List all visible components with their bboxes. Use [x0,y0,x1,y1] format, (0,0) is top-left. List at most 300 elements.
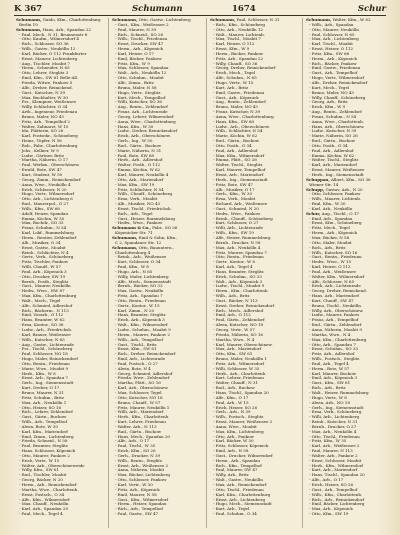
directory-entry: - Reinh., Schlächter, N 4 [19,250,69,255]
directory-entry: - Rich., Bäckerm., N 113 [19,308,69,313]
directory-entry: - Georg, Dreher, Reinickend. [309,289,367,294]
directory-entry: - Alwin, Arb., NO 18 [309,400,350,405]
directory-entry: - Walter, Arb., Oberschöneweide [19,463,85,468]
directory-entry: - Otto, Arb., Lichtenberg 6 [19,197,73,202]
directory-entry: - Emma, Köchin, W 35 [19,216,65,221]
directory-entry: - Emil, Arb., O 112 [213,313,251,318]
directory-entry: - Erna, Verk., Moabit [213,197,256,202]
directory-entry: - Frz., Tischl., Schöneberg [19,347,73,352]
directory-entry: - Wilh., Arb., Britz [213,294,250,299]
directory-entry: - Alb., Musiker, O 34 [19,240,61,245]
directory-entry: - Frieda, Näherin, SO 16 [213,332,263,337]
directory-entry: Charlottenburg 4 [115,250,151,255]
directory-entry: Schumann, Walter, Kfm., W 62 [306,18,371,22]
directory-entry: - Kurt, Mech., Tempelhof [115,95,166,100]
directory-entry: - Fritz, Mech., Tegel [309,226,350,231]
directory-entry: - Georg, Lehrer, Wilmersdorf [115,114,174,119]
directory-entry: - Rud., Arb., Buckow [213,386,255,391]
directory-entry: - Gertr., Verk., Schöneberg [19,255,74,260]
directory-entry: - Arth., Ingenieur, Friedenau [19,110,78,115]
directory-entry: - Hugo, Vertr., Steglitz [115,90,161,95]
directory-entry: - Ernst, Gastw., Moabit [19,245,66,250]
directory-entry: - Fritz, Arb., Wilmersdorf [213,361,265,366]
directory-entry: - Hans, Schlosser, Köpenick [19,449,76,454]
directory-entry: - Otto, Schlosser, Pankow [115,478,167,483]
directory-entry: - Anna, Wwe., Charlottenburg [213,114,274,119]
directory-entry: - Ernst, Arb., Weißensee 2 [115,463,169,468]
directory-entry: - Paul, Kfm., W 30 [309,202,346,207]
directory-entry: - Otto, Rentn., Friedenau [213,255,264,260]
directory-entry: - Erich, Mech., Tegel [213,71,256,76]
directory-entry: - Karl, Heizer, O 112 [309,265,351,270]
directory-entry: - Herb., Kfm., W 8 [19,371,56,376]
directory-entry: - Karl, Arb., Neukölln [309,206,353,211]
directory-entry: - Max, Arb., Neukölln 4 [309,429,357,434]
directory-entry: - Kurt, Lehrer, Friedenau [213,376,264,381]
directory-entry: - Kurt, Student, W 50 [19,173,63,177]
directory-entry: - Kurt, Arb., Britz [213,85,249,90]
directory-entry: - Rich., Arb., Reinickendorf [309,497,365,502]
directory-entry: - Alfr., Dreher, Reinickend. [19,85,73,90]
directory-entry: - Alfr., Arb., O 17 [309,478,344,483]
directory-entry: - Marie, Wwe., Moabit 9 [19,366,69,371]
directory-entry: Schumann, Emil & Sohn, Kfm., [112,235,178,240]
directory-entry: - Wilh., Kfm., SW 19 [213,231,254,236]
directory-entry: - Bruno, Tischl., Neukölln [309,303,361,308]
directory-entry: - Gust., Kutscher, N 39 [19,90,65,95]
directory-entry: - Paul, Arb., Weißensee [309,269,356,274]
directory-entry: - Emil, Gastw., Friedenau [213,90,265,95]
directory-entry: - Karl, Arb., Weißensee 2 [309,444,360,449]
directory-entry: - Anna, Wwe., Neukölln 4 [19,182,71,187]
directory-entry: - Gust., Tischl., Britz [115,342,157,347]
directory-entry: Schumann & Co., Fabr., SO 36 [112,226,178,231]
directory-entry: - Emma, Plätt., SO 26 [213,158,257,163]
directory-entry: - Rich., Kfm., Tempelhof [213,463,262,468]
directory-entry: - Bruno, Maler, NO 43 [19,114,64,119]
directory-entry: - Fritz, Bote, SW 47 [213,182,253,187]
directory-entry: - Ludw., Gärtner, Britz [19,153,64,158]
directory-entry: - Erich, Arb., Oberschönew. [115,134,171,139]
directory-entry: - Hugo, Maler, Reinickendorf [19,357,78,362]
directory-entry: - Frieda, Wwe., Zehlendorf [115,376,170,381]
directory-entry: Schumann, Guido, Kfm., Charlottenburg [16,18,101,22]
directory-entry: - Walter, Kfm., Wilmersdorf [309,274,365,279]
directory-entry: - Reinh., Arb., Weißensee [115,255,167,260]
directory-entry: - Max, Tischl., Moabit 7 [213,37,261,42]
directory-entry: - Ernst, Arb., Spandau 7 [19,376,68,381]
directory-entry: - Hans, Beamter, Steglitz [213,269,264,274]
directory-entry: - Herm., Bote, W 57 [309,366,350,371]
directory-entry: - Kurt, Arb., Tegel [213,507,250,512]
directory-entry: - Otto, Arb., Pankow [213,434,254,439]
directory-entry: - Paul, Bote, SW 68 [115,153,154,158]
directory-entry: - Rich., Arb., Tegel [115,211,153,216]
directory-entry: - Erich, Kfm., W 9 [309,105,346,110]
directory-entry: - Max, Arb., Neukölln 4 [213,245,261,250]
directory-entry: - Marie, Näherin, N 31 [115,148,162,153]
directory-entry: - Walter, Chauff., N 31 [213,381,259,386]
directory-entry: - Paul, Maurer, SW 47 [213,468,258,473]
directory-entry: Schupp, Gustav, Arb., N 20 [306,187,363,192]
directory-entry: - Max, Arb., Mariendorf [213,347,262,352]
directory-entry: - Ernst, Dreher, Reinickendorf [213,303,275,308]
directory-entry: - Fritz, Kfm., W 9 [115,61,150,66]
directory-entry: - Walter, Arb., N 113 [115,424,157,429]
directory-entry: - Otto, Rentn., Friedenau [19,361,70,366]
directory-entry: - Willi, Schlosser, W 35 [213,366,260,371]
directory-entry: - Fritz, Schlosser, Köpenick [213,444,269,449]
directory-entry: - Ernst, Postsch., O 34 [19,492,65,497]
directory-entry: - Max, Arb., Neukölln 1 [19,400,67,405]
directory-entry: - Erna, Verk., Moabit [115,197,158,202]
directory-entry: - Walt., Maurer, Lichtenb. [213,32,265,37]
directory-entry: - Emil, Arb., Spandau [309,216,353,221]
directory-entry: Schumann, Hans, Arb., Spandau 22 [16,27,91,32]
directory-entry: - Karl, Maurer, Oberschönew. [213,342,273,347]
directory-entry: - Willi, Arb., Mariendorf [115,410,164,415]
directory-entry: - Bruno, Maler, Neukölln 1 [213,357,267,362]
directory-entry: - Hedw., Wwe., Pankow [115,221,163,226]
directory-entry: - Fritz, Maurer, Spandau 7 [213,250,267,255]
directory-entry: - Hans, Mech., Spandau 20 [115,434,170,439]
directory-entry: - Paul, Kfm., W 8 [115,265,149,270]
directory-entry: - Georg, Arb., Britz [309,100,348,105]
directory-entry: - Wilh., Kfm., SW 68 [19,206,60,211]
directory-entry: - Franz, Schuhm., N 54 [19,226,67,231]
directory-entry: - Wilh., Rentn., Steglitz [115,458,162,463]
directory-entry: - Walter, Tischl., Steglitz [309,158,359,163]
column-4 [306,18,396,528]
directory-entry: - Rud., Maurerpol., O 27 [19,202,69,207]
directory-entry: - Hedw., Wwe., Pankow [213,211,261,216]
directory-entry: - Hugo, Vertr., W 8 [309,395,347,400]
directory-entry: - Martha, Wwe., Charlottenb. [19,487,79,492]
directory-entry: - Max, Kfm., Wilmersdorf [213,153,265,158]
directory-entry: - Otto, Lehrer, Steglitz 3 [19,71,69,76]
directory-entry: - Wilh., Kutscher, N 65 [19,337,65,342]
directory-entry: - Reinh., Chauff., Schöneberg [213,216,273,221]
directory-entry: - Willy, Arb., Britz [213,473,249,478]
directory-entry: - Ludw., Arb., Friedrichsh. [19,328,73,332]
directory-entry: - Paul, Schlosser, N 65 [309,32,355,37]
directory-entry: - Gust., Bäcker, N 113 [213,298,258,303]
directory-entry: - Karl, Zimm., N 20 [115,308,155,313]
directory-entry: - Rich., Kfm., Schöneberg [213,22,265,27]
directory-entry: - Wilh., Arb., Spandau [309,22,354,27]
directory-entry: - Johs., Kellner, W 9 [19,148,59,153]
directory-entry: - Otto, Maurer, Neukölln [309,27,359,32]
running-head-right: Schur [357,4,386,14]
directory-entry: - Otto, Arb., Mariendorf [115,177,164,182]
directory-entry: - Franz, Arb., Tempelhof [309,318,359,323]
section-marker: K 367 [14,4,43,14]
page-number: 1674 [232,4,256,14]
directory-entry: - Rich., Arb., Britz [309,386,346,391]
directory-entry: - Gust., Heizer, Rummelsburg [115,216,175,221]
directory-entry: - Ernst, Maurer, Weißensee [309,168,365,173]
directory-entry: - Willy, Arb., Oberschönew. [309,308,364,313]
directory-entry: - Ernst, Kfm., SW 61 [115,347,157,352]
directory-entry: - Rud., Gärtn., Zehlendorf [309,323,362,328]
directory-entry: - Wilh., Chauff., Schöneberg [115,192,173,197]
directory-entry: - Erich, Arb., Lichtenrade [309,284,361,289]
directory-entry: - Karl, Kfm., Mariendorf [19,429,68,434]
directory-entry: - Otto, Schlosser, Pankow [309,192,361,197]
directory-entry: - Wilh., Tischl., Friedenau [115,37,168,42]
directory-entry: - Herb., Arb., Charlottenb. [213,371,267,376]
directory-entry: - Hans, Arb., Oberschönew. [309,124,365,129]
directory-entry: - Emil, Maurer, N 58 [115,492,157,497]
directory-entry: - Hans, Kfm., W 30 [115,124,154,129]
directory-entry: Schumann, Otto, Gastw., Lichtenberg [112,18,191,22]
directory-entry: - Rich., Lehrer, Zehlendorf [19,410,73,415]
directory-entry: - Karl, Arb., Spandau 20 [19,507,69,512]
directory-entry: - Gust., Drucker, Wilmersdorf [213,453,273,458]
directory-entry: - Alwin, Bote, W 30 [19,424,58,429]
directory-entry: - Paul, Arb., Adlershof [309,148,354,153]
directory-entry: - Bernh., Drucker, O 27 [309,424,357,429]
directory-entry: - Max, Buchhalter, W 30 [19,95,68,100]
directory-entry: - Franz, Schuhm., N 54 [309,114,357,119]
directory-entry: - Ernst, Kfm., Schöneberg [309,221,362,226]
directory-entry: - Aug., Rentn., Zehlendorf [309,110,362,115]
directory-entry: - Hugo, Arb., N 65 [115,269,153,274]
directory-entry: - Ludw., Tischl., Moabit 9 [213,284,265,289]
directory-entry: - Herm., Arb., Köpenick [309,56,357,61]
directory-entry: - Hugo, Vertr., Wilmersdorf [309,76,364,81]
directory-entry: - Herm., Arb., Köpenick [309,231,357,236]
directory-entry: - Karl, Arb., Tegel 4 [213,265,253,270]
directory-entry: - Erich, Kfm., SO 26 [115,449,156,454]
directory-entry: - Georg, Schmied, Adlershof [115,371,173,376]
directory-entry: - Willy, Chauff., Schöneberg [309,95,366,100]
directory-entry: - Hans, Arb., Mariendorf [309,294,359,299]
directory-entry: - Wilh., Postsch., Steglitz [309,357,360,362]
directory-entry: - Alfr., Schuhm., N 65 [213,76,257,81]
directory-entry: - Willi, Arb., Lichtenberg [309,415,360,420]
directory-entry: - Karl, Arb., Oberschönew. [115,386,169,391]
directory-entry: - Hans, Tischl., Spandau 20 [309,473,365,478]
directory-entry: - Otto, Arb., Spandau 7 [309,342,356,347]
directory-entry: - Georg, Dreher, Reinickendorf [213,66,276,71]
directory-entry: - Wilh., Schlächter, N 54 [213,129,263,134]
directory-entry: - Herm., Arb., Köpenick [115,47,163,52]
directory-entry: - Walter, Arb., Pankow 2 [309,453,358,458]
directory-entry: - Herm., Arb., Spandau [213,458,260,463]
directory-entry: - Bernh., Bäcker, SO 33 [115,284,163,289]
directory-entry: - Rud., Gärtn., Buckow [115,143,162,148]
directory-entry: - Gust., Arb., Köpenick [213,95,259,100]
directory-entry: - Gerh., Kfm., W 30 [213,192,253,197]
directory-entry: - Herm., Heizer, Spandau [115,502,167,507]
directory-entry: - Gust., Kfm., SW 61 [309,381,351,386]
directory-entry: - Willi, Arb., Lichtenrade [213,226,263,231]
directory-entry: - Bruno, Maler, NO 43 [213,105,258,110]
directory-entry: - Paul, Maurer, N 113 [309,449,353,454]
directory-entry: - Fritz, Arb., Adlershof [309,352,355,357]
directory-entry: - Adolf, Heizer, Spandau [19,211,68,216]
directory-entry: - Erich, Schuhm., SO 33 [213,274,262,279]
directory-entry: - Herm., Rentier, Zehlendorf [19,235,77,240]
directory-entry: - Ernst, Tischl., Friedrichsh. [115,206,172,211]
directory-entry: - Herb., Arb., Adlershof [115,158,163,163]
directory-entry: - Ernst, Arb., Lichtenberg [213,497,266,502]
directory-entry: - Karl, Vertr., W 30 [115,483,153,487]
directory-entry: - Kurt, Lehrer, Friedenau [115,420,166,425]
directory-entry: - Martha, Plätt., SO 16 [115,381,161,386]
directory-entry: - Otto, Postb., O 34 [213,143,252,148]
directory-entry: - Bruno, Maler, NO 43 [309,90,354,95]
directory-entry: - Willy, Chauff., SO 36 [213,61,258,66]
directory-entry: - Kurt, Mech., Tegel [309,85,350,90]
directory-entry: - Herb., Ing., Siemensstadt [309,173,364,177]
directory-entry: - Otto, Kfm., SW 19 [309,512,349,517]
directory-entry: - Rud., Gärtn., Buckow [213,139,260,144]
directory-entry: - Herm., Arb., Reinickendorf [19,483,77,487]
directory-entry: - Georg, Zimm., Reinickendorf [19,177,81,182]
directory-entry: - Paul, Werkm., Oberschönew. [19,163,80,168]
directory-entry: - Paul, Mech., Tegel 4 [19,512,63,517]
directory-entry: - Willi, Chauff., W 57 [19,265,61,270]
directory-entry: - Erich, Arb., Köpenick 3 [115,318,165,323]
directory-entry: - Emil, Bäcker, Pankow [115,56,162,61]
directory-entry: - Ernst, Kfm., W 9 [213,47,250,52]
directory-entry: - Georg, Bäcker, N 20 [19,478,63,483]
directory-entry: - Kurt, Schlosser, O 34 [115,260,161,265]
directory-entry: - Ludw., Schuhm., Moabit 9 [115,328,171,332]
directory-entry: - Emil, Vorarb., O 112 [19,313,64,318]
directory-entry: - Rich., Bäcker, Pankow [309,61,357,66]
directory-entry: - Max, Kfm., Charlottenburg [309,337,367,342]
directory-entry: - Paul, Arb., Adlershof [213,148,258,153]
directory-entry: - Karl, Maurer, Neukölln 4 [115,173,169,177]
directory-entry: - Otto, Kaufm., Wilmersdorf 4 [19,37,79,42]
directory-entry: - Karl, Heizer, O 17 [115,51,154,56]
directory-entry: - Gerh., Ing., Siemensstadt [309,405,364,410]
directory-entry: - Georg, Vertr., W 57 [213,328,255,332]
directory-entry: - Ernst, Heizer, O 112 [309,47,353,52]
directory-entry: - Gust., Rentn., Friedenau [309,255,362,260]
directory-entry: - Emma, Köchin, W 62 [115,168,161,173]
column-3 [210,18,300,528]
column-divider [206,18,207,528]
directory-entry: - Hans, Beamter, Steglitz [115,313,166,318]
directory-entry: - Ida, Plätterin, SO 26 [19,129,64,134]
directory-entry: - Paul, Schuhm., O 34 [213,512,257,517]
directory-entry: - Paul, Mech., N 31, Brunnenstr 8 [19,32,88,37]
directory-entry: - Max, Kfm., Charlottenburg [19,294,77,299]
directory-entry: - Rud., Gärtn., Buckow [309,139,356,144]
directory-entry: - Paul, Postsch., O 27 [115,361,158,366]
directory-entry: - Walter, Zahnarzt, W 15 [19,124,69,129]
directory-entry: Schumann, Otto, Bauuntern., [112,245,175,250]
directory-entry: - Otto, Kutscher, NO 18 [115,395,163,400]
directory-entry: - Aug., Rentn., Zehlendorf [115,105,168,110]
directory-entry: - Paul, Maurer, N 39 [115,27,157,32]
directory-entry: - Otto, Tischl., Friedenau [213,487,264,492]
directory-entry: - Paul, Arb., Tegel 4 [309,361,349,366]
directory-entry: - Wilh., Postsch., Steglitz [213,415,264,420]
directory-entry: - Hedw., Wwe., W 15 [309,260,352,265]
directory-entry: - Herb., Ing., Siemensstadt [213,177,268,182]
directory-entry: - Kurt, Dreher, O 17 [19,386,60,391]
directory-entry: - Rud., Tischler, Moabit [19,473,67,478]
directory-entry: - Fritz, Arb., Köpenick [115,487,160,492]
directory-entry: - Erna, Verk., Schöneberg [309,410,362,415]
directory-entry: - Ernst, Drucker, SW 47 [115,42,164,47]
directory-entry: - Gertr., Kontor., W 8 [213,260,255,265]
directory-entry: - Ludw., Arb., Oberschönew. [213,124,270,129]
directory-entry: - Erich, Schlosser, N 20 [19,187,67,192]
directory-entry: - Anna, Näherin, Moabit [115,468,165,473]
directory-entry: - Otto, Postb., O 34 [309,143,348,148]
header-rule [14,15,386,16]
directory-entry: - Frz., Klempner, Weißensee [19,100,76,105]
directory-entry: - Paul, Beamter, Steglitz [19,444,68,449]
directory-entry: C 2, Spandauer Str. 12 [115,240,162,245]
directory-entry: - Emil, Zimm., Lichtenberg [19,434,74,439]
directory-entry: - Walter, Postb., O 112 [115,163,161,168]
running-head-left: Schumann [132,4,183,14]
directory-entry: - Alwin, Kutscher, NO 18 [213,323,264,328]
directory-entry: - Wilh., Arb., Tempelhof [115,337,163,342]
directory-entry: - Karl, Arb., Mariendorf [309,163,357,168]
directory-entry: - Paul, Schlosser, NO 18 [19,352,68,357]
directory-entry: - Anna, Wwe., Charlottenburg [115,119,176,124]
directory-entry: - Max, Bäcker, N 58 [309,235,350,240]
directory-entry: - Gust., Arb., Tempelhof [309,487,358,492]
directory-entry: - Kurt, Schlosser, O 27 [213,221,259,226]
directory-entry: - Max, Bäcker, Lichtenberg [115,473,170,478]
directory-entry: - Martha, Wwe., N 4 [213,337,255,342]
directory-entry: - Marie, Köchin, W 62 [213,134,258,139]
directory-entry: - Walt., Arb., Neukölln 12 [115,71,167,76]
directory-entry: - Erich, Vertr., W 15 [19,458,60,463]
directory-entry: - Paul, Gastw., SW 47 [115,512,159,517]
directory-entry: - Fritz, Kfm., W 35 [309,439,347,444]
directory-entry: - Alfr., Zimm., Britz [115,80,154,85]
directory-entry: - Fritz, Schlächter, N 54 [115,187,164,192]
directory-entry: - Alfr., Kfm., O 17 [213,395,249,400]
directory-entry: - Walt., Arb., Köpenick 3 [213,279,263,284]
directory-entry: - Max, Arb., Reinickendorf [213,483,267,487]
directory-entry: - Fritz, Schuhm., Britz [19,395,64,400]
directory-entry: - Max, Chauff., Neukölln [19,502,69,507]
directory-entry: - Bernh., Drucker, N 58 [213,240,261,245]
directory-entry: - Wilh., Maurer, Lichtenb. [309,197,362,202]
directory-entry: - Emil, Bäcker, Lichtenberg [309,502,365,507]
directory-entry: - Ernst, Schuhm., SO 33 [309,347,358,352]
directory-entry: Schur, Aug., Tischl., O 17 [306,211,359,216]
directory-entry: - Herb., Kfm., Charlottenb. [115,415,170,420]
directory-entry: - Paul, Tischl., W 35 [115,444,156,449]
directory-entry: - Ernst, Maurer, Lichtenberg [19,56,78,61]
directory-entry: - Walter, Tischl., Steglitz [213,163,263,168]
directory-entry: - Fritz, Tischler, Pankow [19,260,68,265]
directory-entry: - Hans, Kfm., SW 68 [213,119,254,124]
directory-entry: - Willy, Schlächter, O 34 [19,105,68,110]
directory-entry: - Aug., Gastw., Lichtenrade [19,342,74,347]
directory-entry: - Ernst, Maurer, Weißensee 2 [213,420,273,425]
directory-entry: Schuppan, Albert, Kfm., SO 36 [306,177,371,182]
directory-entry: - Hugo, Vertr., W 15 [213,80,254,85]
directory-entry: - Herm., Kfm., Charlottenb. [213,289,269,294]
directory-entry: - Willy, Maler, Lichtenberg [115,274,169,279]
directory-entry: - Gust., Maurer, Neukölln [19,284,71,289]
column-divider [108,18,109,528]
directory-entry: Schumann, Paul, Schlosser, N 31 [210,18,280,22]
